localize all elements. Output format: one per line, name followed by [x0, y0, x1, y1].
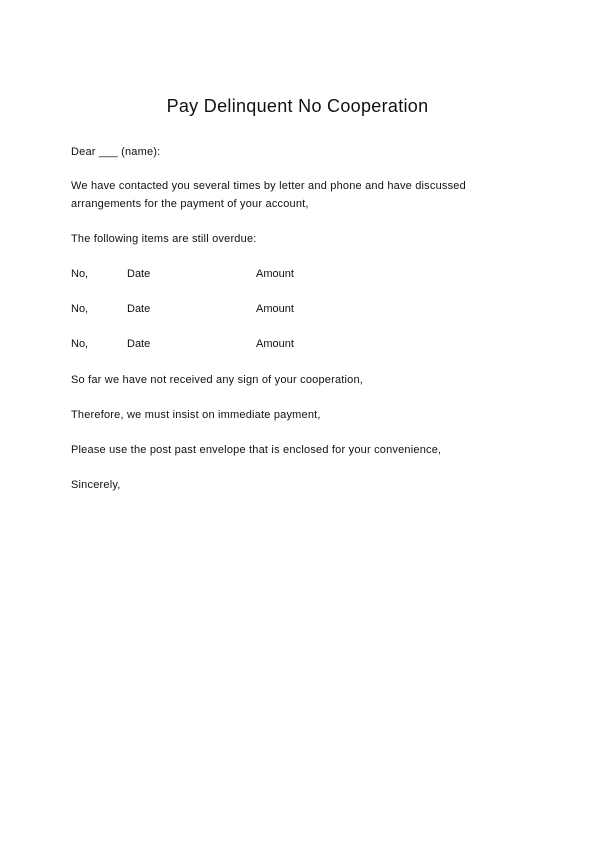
- salutation: Dear ___ (name):: [71, 146, 161, 158]
- item-date: Date: [127, 338, 151, 350]
- overdue-item-row: [71, 335, 511, 353]
- item-amount: Amount: [256, 338, 294, 350]
- overdue-item-row: [71, 265, 511, 283]
- item-amount: Amount: [256, 303, 294, 315]
- letter-title: Pay Delinquent No Cooperation: [166, 96, 429, 116]
- item-amount: Amount: [256, 268, 294, 280]
- item-date: Date: [127, 303, 151, 315]
- item-no: No,: [71, 338, 89, 350]
- paragraph-no-cooperation: So far we have not received any sign of your cooperation,: [71, 374, 364, 386]
- item-no: No,: [71, 268, 89, 280]
- closing: Sincerely,: [71, 479, 121, 491]
- overdue-item-row: [71, 300, 511, 318]
- paragraph-overdue-intro: The following items are still overdue:: [71, 233, 257, 245]
- item-no: No,: [71, 303, 89, 315]
- paragraph-insist-payment: Therefore, we must insist on immediate payment,: [71, 409, 321, 421]
- paragraph-contact-history: We have contacted you several times by letter and phone and have discussed arrangements for the payment of your account,: [71, 180, 466, 210]
- paragraph-envelope: Please use the post past envelope that is enclosed for your convenience,: [71, 444, 442, 456]
- item-date: Date: [127, 268, 151, 280]
